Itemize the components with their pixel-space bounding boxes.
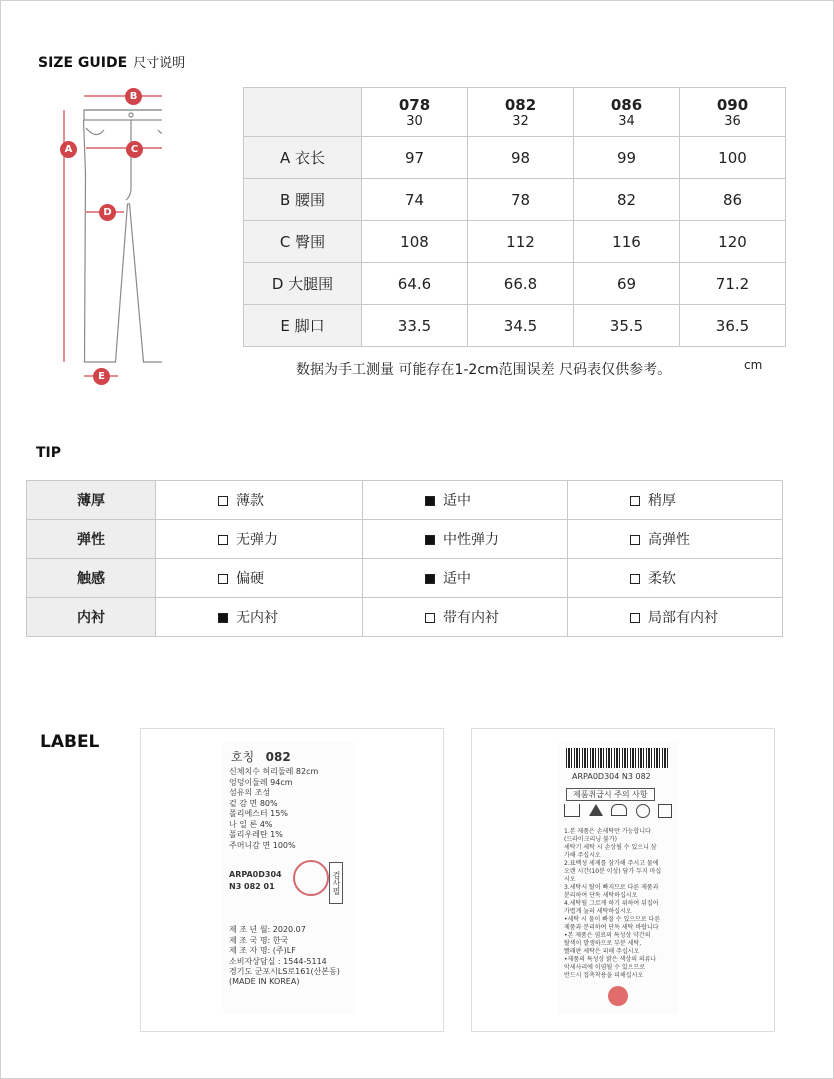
unchecked-box-icon: [425, 613, 435, 623]
care-instruction-line: 1.본 제품은 손세탁만 가능합니다: [564, 828, 651, 835]
measure-marker-a: A: [60, 141, 77, 158]
table-cell: 64.6: [362, 263, 468, 305]
size-inch: 30: [406, 113, 423, 129]
tag-composition-line: 신체치수 허리둘레 82cm: [229, 767, 319, 776]
table-cell: 100: [680, 137, 786, 179]
tip-option-label: 适中: [443, 493, 471, 509]
checked-box-icon: [218, 613, 228, 623]
unchecked-box-icon: [630, 535, 640, 545]
size-table: [243, 87, 786, 347]
inspection-stamp: [293, 860, 329, 896]
tip-option-label: 适中: [443, 571, 471, 587]
tip-row: [27, 481, 783, 520]
table-cell: 35.5: [574, 305, 680, 347]
wash-icon: [564, 804, 580, 817]
care-instruction-line: •본 제품은 염료의 특성상 약간의: [564, 932, 651, 939]
care-instruction-line: 빨래판 세탁은 피해 주십시오: [564, 948, 640, 955]
care-label-composition: [223, 742, 356, 1014]
tip-option: [156, 481, 363, 520]
tip-row: [27, 598, 783, 637]
tip-option: [156, 598, 363, 637]
tag-composition-line: 나 일 론 4%: [229, 819, 273, 829]
size-column-082: [468, 88, 574, 137]
tip-option-label: 薄款: [236, 493, 264, 509]
table-cell: 69: [574, 263, 680, 305]
unchecked-box-icon: [630, 496, 640, 506]
tip-title: TIP: [36, 445, 62, 461]
tip-option: [568, 598, 783, 637]
tag-product-code: ARPA0D304: [229, 870, 282, 879]
table-cell: 116: [574, 221, 680, 263]
care-symbols: [564, 804, 672, 822]
tag-product-code-2: N3 082 01: [229, 882, 275, 891]
measure-marker-c: C: [126, 141, 143, 158]
tag-composition-line: 섬유의 조성: [229, 788, 271, 797]
care-heading: 제품취급시 주의 사항: [566, 788, 655, 801]
tag-info-line: (MADE IN KOREA): [229, 976, 300, 986]
no-dryclean-icon: [636, 804, 650, 818]
row-label: C 臀围: [244, 221, 362, 263]
table-cell: 33.5: [362, 305, 468, 347]
row-label: E 脚口: [244, 305, 362, 347]
inspection-stamp-box: 검사필: [329, 862, 343, 904]
size-column-086: [574, 88, 680, 137]
care-label-instructions: [558, 742, 678, 1014]
care-instruction-line: 가해 주십시오: [564, 852, 601, 859]
unchecked-box-icon: [218, 496, 228, 506]
table-cell: 120: [680, 221, 786, 263]
label-title: LABEL: [40, 732, 100, 752]
size-inch: 36: [724, 113, 741, 129]
unchecked-box-icon: [630, 613, 640, 623]
unit-label: cm: [744, 358, 763, 372]
tip-row: [27, 520, 783, 559]
size-column-078: [362, 88, 468, 137]
tag-composition-line: 폴리우레탄 1%: [229, 830, 283, 839]
tip-row-label: 触感: [27, 559, 156, 598]
tip-option-label: 带有内衬: [443, 610, 499, 626]
tip-option: [568, 481, 783, 520]
tip-row-label: 弹性: [27, 520, 156, 559]
tip-table: [26, 480, 783, 637]
care-instruction-line: 탈색이 발생하므로 부분 세탁,: [564, 940, 642, 947]
measure-marker-e: E: [93, 368, 110, 385]
care-instruction-line: 악세사리에 이염될 수 있으므로: [564, 964, 646, 971]
tip-row-label: 薄厚: [27, 481, 156, 520]
care-instruction-line: (드라이크리닝 불가): [564, 836, 617, 843]
tag-info-line: 소비자상담실 : 1544-5114: [229, 956, 327, 966]
tip-option-label: 无弹力: [236, 532, 278, 548]
tag-size-label: 호칭: [231, 750, 255, 764]
size-inch: 34: [618, 113, 635, 129]
care-instruction-line: 오랜 시간(10분 이상) 담가 두지 마십: [564, 868, 662, 875]
care-instruction-line: 3.세탁시 탈이 빠지므로 다른 제품과: [564, 884, 659, 891]
tip-option-label: 偏硬: [236, 571, 264, 587]
barcode: [566, 748, 670, 768]
care-instruction-line: 분리하여 단독 세탁하십시오: [564, 892, 638, 899]
pants-diagram: [52, 84, 162, 386]
tip-option: [568, 520, 783, 559]
care-instruction-line: •세탁 시 물이 빠질 수 있으므로 다른: [564, 916, 661, 923]
size-column-090: [680, 88, 786, 137]
unchecked-box-icon: [218, 574, 228, 584]
checked-box-icon: [425, 574, 435, 584]
tip-option: [568, 559, 783, 598]
size-code: 090: [716, 95, 749, 114]
tip-option-label: 柔软: [648, 571, 676, 587]
size-guide-title: [38, 52, 185, 71]
size-inch: 32: [512, 113, 529, 129]
iron-icon: [611, 804, 627, 816]
care-instruction-line: 2.표백성 세제를 삼가해 주시고 물에: [564, 860, 659, 867]
tag-composition-line: 주머니감 면 100%: [229, 840, 296, 850]
table-cell: 34.5: [468, 305, 574, 347]
table-cell: 36.5: [680, 305, 786, 347]
tip-option-label: 无内衬: [236, 610, 278, 626]
tip-option: [363, 559, 568, 598]
brand-logo-icon: [608, 986, 628, 1006]
tip-option-label: 局部有内衬: [648, 610, 718, 626]
tip-option-label: 中性弹力: [443, 532, 499, 548]
table-cell: 98: [468, 137, 574, 179]
tag-barcode-code: ARPA0D304 N3 082: [572, 772, 651, 781]
checked-box-icon: [425, 496, 435, 506]
table-cell: 108: [362, 221, 468, 263]
care-instruction-line: 반드시 접촉착용을 피해십시오: [564, 972, 644, 979]
table-row: [244, 179, 786, 221]
tag-info-line: 제 조 년 월: 2020.07: [229, 925, 306, 934]
table-cell: 74: [362, 179, 468, 221]
tag-composition-line: 겉 감 면 80%: [229, 798, 278, 808]
tip-option: [363, 481, 568, 520]
table-row: [244, 137, 786, 179]
no-bleach-icon: [589, 804, 603, 816]
tip-option: [363, 598, 568, 637]
care-instruction-line: •제품의 특성상 밝은 색상의 의류나: [564, 956, 657, 963]
care-instruction-line: 시오: [564, 876, 576, 883]
care-instruction-line: 4.세탁될 그르게 하기 위하여 뒤집어: [564, 900, 659, 907]
table-row: [244, 263, 786, 305]
table-cell: 112: [468, 221, 574, 263]
size-table-corner: [244, 88, 362, 137]
care-instruction-line: 가볍게 눌러 세탁하십시오: [564, 908, 632, 915]
table-cell: 66.8: [468, 263, 574, 305]
tag-info-line: 제 조 국 명: 한국: [229, 935, 289, 945]
tag-composition-line: 엉덩이둘레 94cm: [229, 777, 293, 787]
size-guide-subtitle: 尺寸说明: [133, 56, 186, 71]
checked-box-icon: [425, 535, 435, 545]
tip-option: [363, 520, 568, 559]
measurement-note: 数据为手工测量 可能存在1-2cm范围误差 尺码表仅供参考。: [296, 362, 672, 378]
tip-row-label: 内衬: [27, 598, 156, 637]
row-label: D 大腿围: [244, 263, 362, 305]
table-row: [244, 305, 786, 347]
size-code: 078: [398, 95, 431, 114]
tag-composition-line: 폴리에스터 15%: [229, 809, 288, 818]
care-instruction-line: 제품과 분리하여 단독 세탁 바랍니다: [564, 924, 659, 931]
table-cell: 78: [468, 179, 574, 221]
unchecked-box-icon: [218, 535, 228, 545]
table-cell: 82: [574, 179, 680, 221]
table-cell: 99: [574, 137, 680, 179]
row-label: B 腰围: [244, 179, 362, 221]
size-code: 082: [504, 95, 537, 114]
tag-info-line: 제 조 자 명: (주)LF: [229, 946, 296, 955]
table-cell: 71.2: [680, 263, 786, 305]
unchecked-box-icon: [630, 574, 640, 584]
tag-size-value: 082: [265, 750, 291, 764]
tip-option-label: 稍厚: [648, 493, 676, 509]
care-instruction-line: 세탁기 세탁 시 손상될 수 있으니 삼: [564, 844, 657, 851]
tip-option-label: 高弹性: [648, 532, 690, 548]
table-row: [244, 221, 786, 263]
measure-marker-b: B: [125, 88, 142, 105]
tip-option: [156, 559, 363, 598]
measure-marker-d: D: [99, 204, 116, 221]
tip-row: [27, 559, 783, 598]
table-cell: 97: [362, 137, 468, 179]
dry-icon: [658, 804, 672, 818]
row-label: A 衣长: [244, 137, 362, 179]
size-guide-heading: SIZE GUIDE: [38, 55, 128, 71]
table-cell: 86: [680, 179, 786, 221]
tag-info-line: 경기도 군포시LS로161(산본동): [229, 967, 340, 976]
tip-option: [156, 520, 363, 559]
size-code: 086: [610, 95, 643, 114]
